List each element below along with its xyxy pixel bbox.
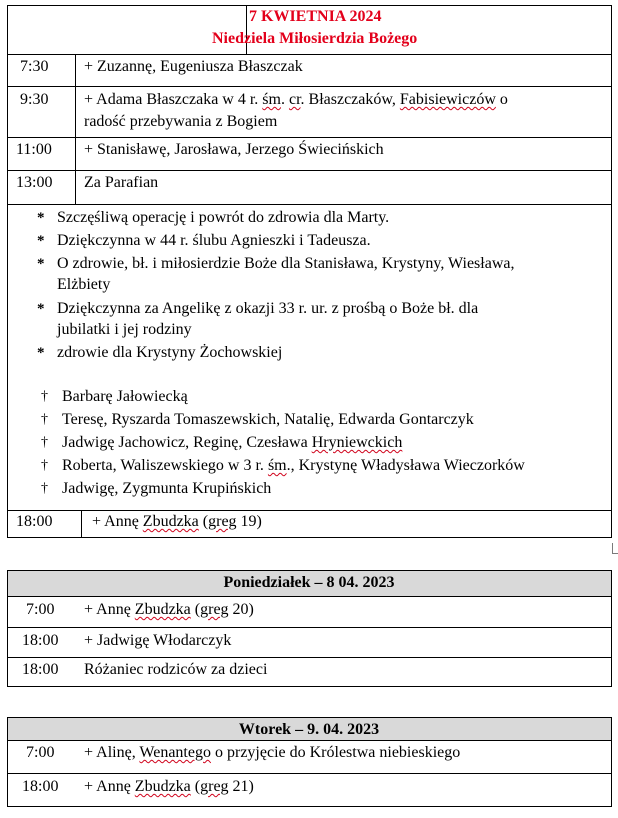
bullet-icon: * — [37, 233, 45, 249]
deceased-5: Jadwigę, Zygmunta Krupińskich — [62, 480, 272, 497]
collective-request-2: Dziękczynna w 44 r. ślubu Agnieszki i Tadeusza. — [57, 232, 371, 249]
monday-time-1: 7:00 — [26, 601, 55, 618]
monday-header: Poniedziałek – 8 04. 2023 — [223, 574, 395, 591]
mass-time-2: 9:30 — [20, 91, 49, 108]
tuesday-intention-1: + Alinę, Wenantego o przyjęcie do Królestwa niebieskiego — [84, 744, 461, 761]
mass-intention-5: + Annę Zbudzka (greg 19) — [92, 513, 262, 530]
monday-intention-1: + Annę Zbudzka (greg 20) — [84, 601, 254, 618]
dagger-icon: † — [41, 435, 48, 450]
mass-intention-3: + Stanisławę, Jarosława, Jerzego Świecińskich — [84, 141, 384, 158]
mass-intention-1: + Zuzannę, Eugeniusza Błaszczak — [84, 58, 303, 75]
monday-intention-2: + Jadwigę Włodarczyk — [84, 632, 232, 649]
deceased-3: Jadwigę Jachowicz, Reginę, Czesława Hryniewckich — [62, 434, 403, 451]
mass-intention-2: + Adama Błaszczaka w 4 r. śm. cr. Błaszczaków, Fabisiewiczów o — [84, 91, 508, 108]
deceased-4: Roberta, Waliszewskiego w 3 r. śm., Krystynę Władysława Wieczorków — [62, 457, 525, 474]
dagger-icon: † — [41, 389, 48, 404]
dagger-icon: † — [41, 481, 48, 496]
table-end-marker — [612, 543, 618, 554]
collective-request-1: Szczęśliwą operację i powrót do zdrowia dla Marty. — [57, 209, 390, 226]
mass-time-5: 18:00 — [16, 513, 53, 530]
collective-request-5: zdrowie dla Krystyny Żochowskiej — [57, 344, 283, 361]
monday-time-3: 18:00 — [22, 661, 59, 678]
monday-intention-3: Różaniec rodziców za dzieci — [84, 661, 268, 678]
bullet-icon: * — [37, 256, 45, 272]
monday-time-2: 18:00 — [22, 632, 59, 649]
mass-time-1: 7:30 — [20, 58, 49, 75]
sunday-feast-title: Niedziela Miłosierdzia Bożego — [212, 30, 418, 47]
collective-request-3-line2: Elżbiety — [57, 276, 111, 293]
mass-time-4: 13:00 — [16, 174, 53, 191]
mass-intention-4: Za Parafian — [84, 174, 159, 191]
mass-intention-2-line2: radość przebywania z Bogiem — [84, 113, 278, 130]
tuesday-time-1: 7:00 — [26, 744, 55, 761]
sunday-date-line: 7 KWIETNIA 2024 — [249, 8, 382, 25]
deceased-2: Teresę, Ryszarda Tomaszewskich, Natalię, Edwarda Gontarczyk — [62, 411, 474, 428]
deceased-1: Barbarę Jałowiecką — [62, 388, 188, 405]
collective-request-4: Dziękczynna za Angelikę z okazji 33 r. ur. z prośbą o Boże bł. dla — [57, 300, 479, 317]
collective-request-4-line2: jubilatki i jej rodziny — [57, 321, 192, 338]
mass-time-3: 11:00 — [16, 141, 52, 158]
dagger-icon: † — [41, 458, 48, 473]
bullet-icon: * — [37, 210, 45, 226]
bullet-icon: * — [37, 345, 45, 361]
tuesday-time-2: 18:00 — [22, 778, 59, 795]
tuesday-header: Wtorek – 9. 04. 2023 — [238, 721, 380, 738]
collective-request-3: O zdrowie, bł. i miłosierdzie Boże dla Stanisława, Krystyny, Wiesława, — [57, 255, 515, 272]
dagger-icon: † — [41, 412, 48, 427]
tuesday-intention-2: + Annę Zbudzka (greg 21) — [84, 778, 254, 795]
bullet-icon: * — [37, 301, 45, 317]
